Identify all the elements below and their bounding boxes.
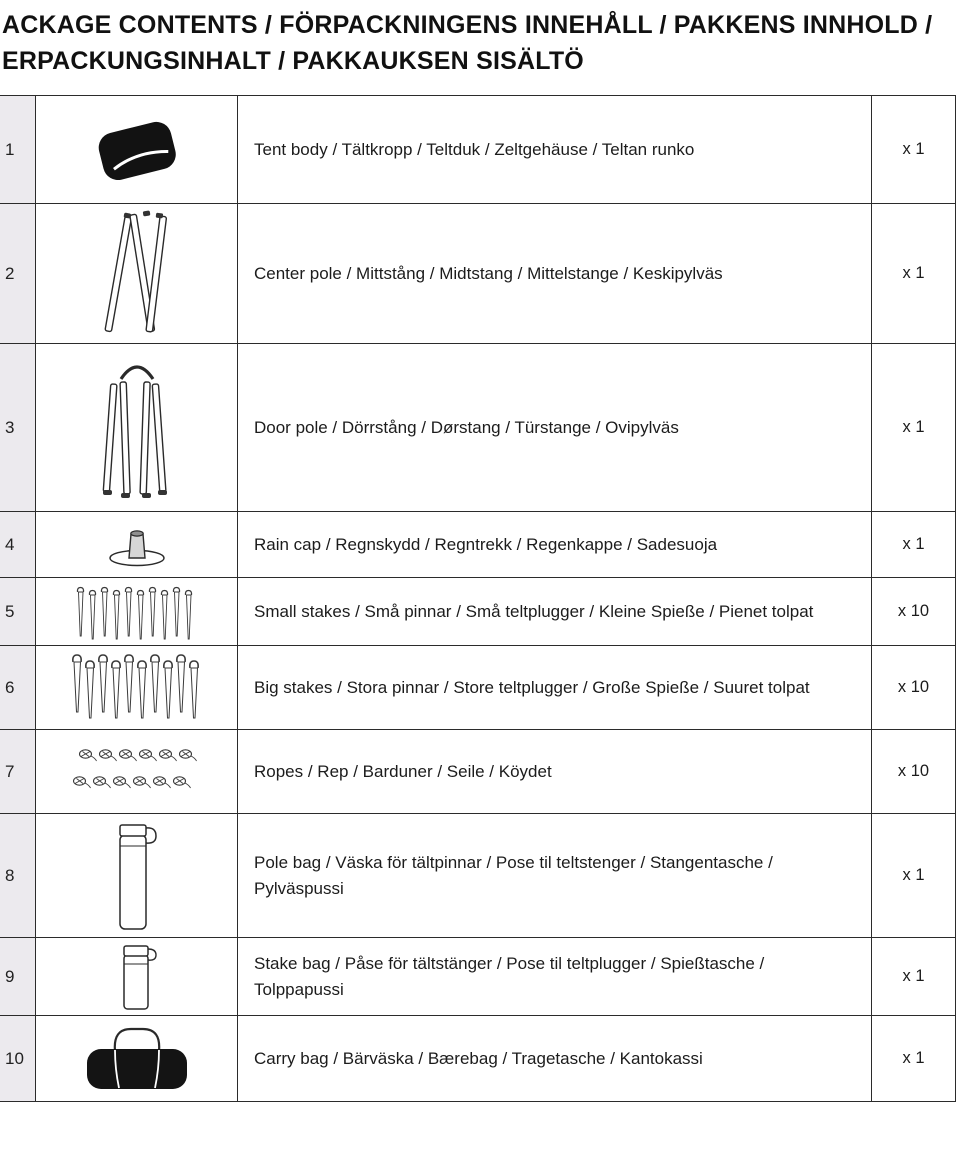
item-quantity: x 1 xyxy=(872,204,956,343)
table-row xyxy=(0,204,956,344)
table-row xyxy=(0,646,956,730)
carry-bag-icon xyxy=(36,1016,238,1101)
item-quantity: x 1 xyxy=(872,512,956,577)
table-row xyxy=(0,96,956,204)
row-number: 4 xyxy=(0,512,36,577)
table-row xyxy=(0,730,956,814)
item-description: Pole bag / Väska för tältpinnar / Pose til teltstenger / Stangentasche / Pylväspussi xyxy=(238,814,872,937)
row-number: 3 xyxy=(0,344,36,511)
table-row xyxy=(0,938,956,1016)
item-description: Big stakes / Stora pinnar / Store teltplugger / Große Spieße / Suuret tolpat xyxy=(238,646,872,729)
tent-body-icon xyxy=(36,96,238,203)
item-description: Door pole / Dörrstång / Dørstang / Türstange / Ovipylväs xyxy=(238,344,872,511)
big-stakes-icon xyxy=(36,646,238,729)
item-description: Tent body / Tältkropp / Teltduk / Zeltgehäuse / Teltan runko xyxy=(238,96,872,203)
item-quantity: x 1 xyxy=(872,344,956,511)
ropes-icon xyxy=(36,730,238,813)
table-row xyxy=(0,814,956,938)
item-quantity: x 10 xyxy=(872,646,956,729)
page-title xyxy=(0,0,960,79)
row-number: 8 xyxy=(0,814,36,937)
table-row xyxy=(0,512,956,578)
table-row xyxy=(0,344,956,512)
item-quantity: x 1 xyxy=(872,96,956,203)
page-title-line2: ERPACKUNGSINHALT / PAKKAUKSEN SISÄLTÖ xyxy=(2,46,584,75)
row-number: 9 xyxy=(0,938,36,1015)
door-pole-icon xyxy=(36,344,238,511)
pole-bag-icon xyxy=(36,814,238,937)
small-stakes-icon xyxy=(36,578,238,645)
item-quantity: x 1 xyxy=(872,1016,956,1101)
item-description: Center pole / Mittstång / Midtstang / Mittelstange / Keskipylväs xyxy=(238,204,872,343)
item-quantity: x 10 xyxy=(872,730,956,813)
item-description: Rain cap / Regnskydd / Regntrekk / Regenkappe / Sadesuoja xyxy=(238,512,872,577)
item-description: Small stakes / Små pinnar / Små teltplugger / Kleine Spieße / Pienet tolpat xyxy=(238,578,872,645)
page-title-line1: ACKAGE CONTENTS / FÖRPACKNINGENS INNEHÅLL / PAKKENS INNHOLD / xyxy=(2,11,933,39)
item-description: Ropes / Rep / Barduner / Seile / Köydet xyxy=(238,730,872,813)
item-description: Stake bag / Påse för tältstänger / Pose til teltplugger / Spießtasche / Tolppapussi xyxy=(238,938,872,1015)
item-quantity: x 10 xyxy=(872,578,956,645)
table-row xyxy=(0,1016,956,1102)
rain-cap-icon xyxy=(36,512,238,577)
row-number: 6 xyxy=(0,646,36,729)
row-number: 1 xyxy=(0,96,36,203)
row-number: 7 xyxy=(0,730,36,813)
center-pole-icon xyxy=(36,204,238,343)
table-row xyxy=(0,578,956,646)
item-quantity: x 1 xyxy=(872,938,956,1015)
stake-bag-icon xyxy=(36,938,238,1015)
item-description: Carry bag / Bärväska / Bærebag / Tragetasche / Kantokassi xyxy=(238,1016,872,1101)
row-number: 2 xyxy=(0,204,36,343)
item-quantity: x 1 xyxy=(872,814,956,937)
row-number: 5 xyxy=(0,578,36,645)
row-number: 10 xyxy=(0,1016,36,1101)
package-contents-table xyxy=(0,95,956,1102)
